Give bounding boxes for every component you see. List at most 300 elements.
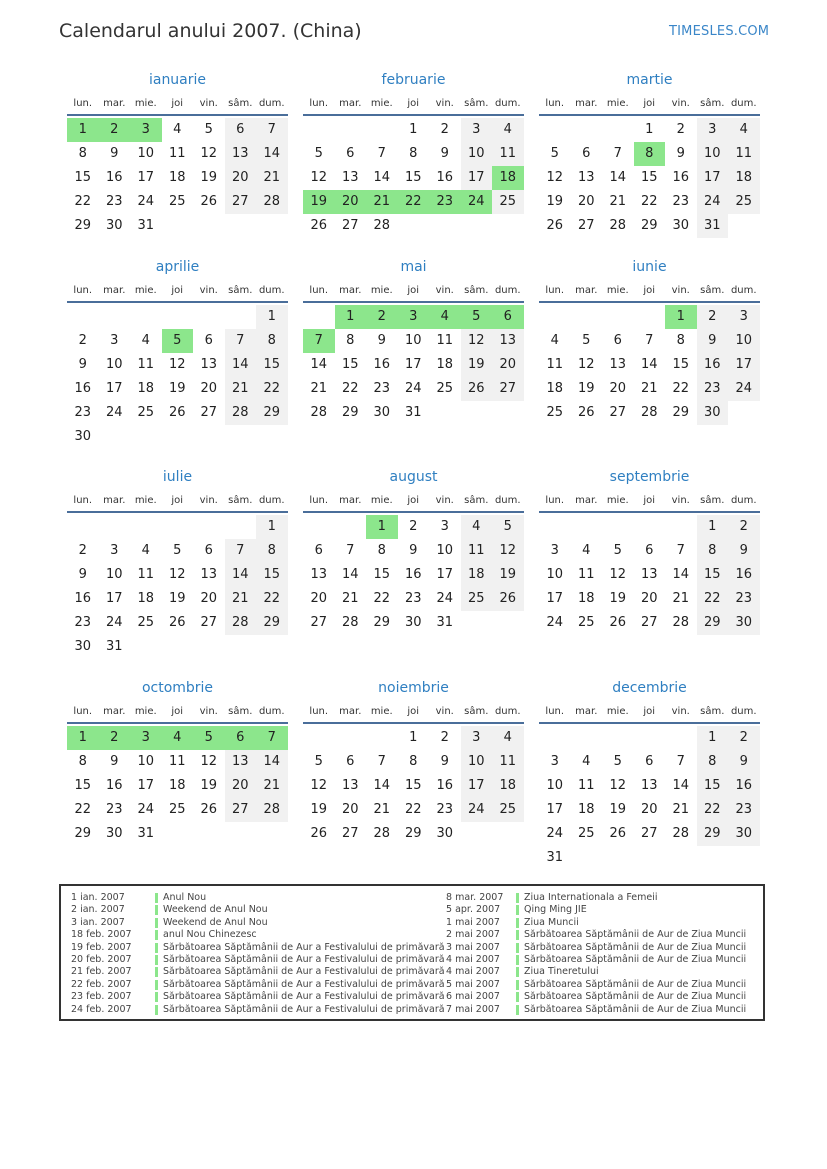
day-cell: 8 xyxy=(409,146,418,161)
day-cell: 3 xyxy=(440,519,449,534)
day-cell: 7 xyxy=(225,329,257,353)
day-cell: 8 xyxy=(697,750,729,774)
holiday-marker xyxy=(516,918,519,928)
day-cell: 24 xyxy=(461,798,493,822)
day-cell: 8 xyxy=(346,333,355,348)
day-cell: 5 xyxy=(314,146,323,161)
day-cell: 9 xyxy=(697,329,729,353)
weekday-label: mar. xyxy=(575,495,598,506)
day-cell: 29 xyxy=(672,405,690,420)
day-cell: 2 xyxy=(676,122,685,137)
day-cell: 18 xyxy=(492,774,524,798)
day-cell: 11 xyxy=(577,567,595,582)
day-cell: 14 xyxy=(225,563,257,587)
day-cell: 25 xyxy=(492,190,524,214)
day-cell: 29 xyxy=(74,826,92,841)
day-cell: 23 xyxy=(105,802,123,817)
day-cell: 9 xyxy=(78,357,87,372)
weekday-label: dum. xyxy=(730,285,757,296)
day-cell: 13 xyxy=(640,778,658,793)
day-cell: 12 xyxy=(168,357,186,372)
day-cell: 24 xyxy=(105,405,123,420)
day-cell: 2 xyxy=(99,118,131,142)
holiday-marker xyxy=(155,992,158,1002)
weekday-label: mar. xyxy=(103,495,126,506)
day-cell: 16 xyxy=(74,381,92,396)
day-cell: 9 xyxy=(728,539,760,563)
day-cell: 27 xyxy=(640,826,658,841)
day-cell: 19 xyxy=(168,381,186,396)
day-cell: 11 xyxy=(168,146,186,161)
day-cell: 23 xyxy=(728,587,760,611)
weekday-label: joi xyxy=(643,98,656,109)
day-cell: 8 xyxy=(676,333,685,348)
day-cell: 27 xyxy=(640,615,658,630)
day-cell: 12 xyxy=(200,754,218,769)
day-cell: 23 xyxy=(74,405,92,420)
day-cell: 11 xyxy=(492,142,524,166)
day-cell: 20 xyxy=(341,802,359,817)
day-cell: 16 xyxy=(373,357,391,372)
day-cell: 14 xyxy=(256,750,288,774)
day-cell: 20 xyxy=(609,381,627,396)
legend-holiday-name: Sărbătoarea Săptămânii de Aur a Festivalului de primăvară xyxy=(163,991,445,1003)
day-cell: 12 xyxy=(200,146,218,161)
day-cell: 27 xyxy=(492,377,524,401)
legend-holiday-name: Anul Nou xyxy=(163,892,207,903)
month-name: iulie xyxy=(162,469,193,485)
day-cell: 4 xyxy=(141,333,150,348)
day-cell: 5 xyxy=(162,329,194,353)
day-cell: 4 xyxy=(582,543,591,558)
day-cell: 11 xyxy=(168,754,186,769)
day-cell: 9 xyxy=(440,754,449,769)
day-cell: 8 xyxy=(377,543,386,558)
day-cell: 10 xyxy=(404,333,422,348)
day-cell: 1 xyxy=(697,726,729,750)
month-name: noiembrie xyxy=(378,680,449,696)
weekday-label: joi xyxy=(407,98,420,109)
day-cell: 21 xyxy=(672,802,690,817)
day-cell: 30 xyxy=(105,826,123,841)
day-cell: 4 xyxy=(492,726,524,750)
day-cell: 18 xyxy=(728,166,760,190)
day-cell: 18 xyxy=(492,166,524,190)
weekday-label: mie. xyxy=(370,706,393,717)
day-cell: 6 xyxy=(225,726,257,750)
month-name: februarie xyxy=(381,72,446,88)
day-cell: 13 xyxy=(200,567,218,582)
day-cell: 15 xyxy=(640,170,658,185)
day-cell: 4 xyxy=(582,754,591,769)
weekday-label: joi xyxy=(643,706,656,717)
day-cell: 14 xyxy=(310,357,328,372)
day-cell: 7 xyxy=(225,539,257,563)
day-cell: 24 xyxy=(546,615,564,630)
day-cell: 24 xyxy=(697,190,729,214)
day-cell: 31 xyxy=(436,615,454,630)
day-cell: 9 xyxy=(377,333,386,348)
weekday-label: vin. xyxy=(435,98,454,109)
day-cell: 23 xyxy=(672,194,690,209)
day-cell: 26 xyxy=(310,218,328,233)
weekday-label: mie. xyxy=(134,285,157,296)
day-cell: 15 xyxy=(672,357,690,372)
legend-date: 7 mai 2007 xyxy=(446,1003,500,1015)
weekday-label: lun. xyxy=(309,706,329,717)
day-cell: 21 xyxy=(366,190,398,214)
day-cell: 3 xyxy=(728,305,760,329)
weekday-label: dum. xyxy=(494,495,521,506)
weekday-label: vin. xyxy=(671,98,690,109)
day-cell: 8 xyxy=(697,539,729,563)
day-cell: 20 xyxy=(335,190,367,214)
legend-date: 3 ian. 2007 xyxy=(71,916,125,928)
day-cell: 24 xyxy=(404,381,422,396)
weekday-label: mar. xyxy=(339,285,362,296)
day-cell: 23 xyxy=(697,377,729,401)
weekday-label: lun. xyxy=(73,706,93,717)
weekday-label: lun. xyxy=(545,495,565,506)
legend-date: 4 mai 2007 xyxy=(446,966,500,978)
day-cell: 19 xyxy=(492,563,524,587)
weekday-label: mie. xyxy=(370,495,393,506)
day-cell: 28 xyxy=(672,826,690,841)
day-cell: 3 xyxy=(697,118,729,142)
legend-holiday-name: Weekend de Anul Nou xyxy=(163,916,268,928)
legend-holiday-name: Sărbătoarea Săptămânii de Aur a Festivalului de primăvară xyxy=(163,966,445,978)
holiday-marker xyxy=(516,1005,519,1015)
day-cell: 14 xyxy=(373,778,391,793)
day-cell: 10 xyxy=(436,543,454,558)
day-cell: 14 xyxy=(373,170,391,185)
day-cell: 11 xyxy=(137,567,155,582)
day-cell: 17 xyxy=(697,166,729,190)
day-cell: 11 xyxy=(492,750,524,774)
day-cell: 24 xyxy=(137,194,155,209)
day-cell: 2 xyxy=(99,726,131,750)
day-cell: 28 xyxy=(256,798,288,822)
weekday-label: sâm. xyxy=(464,98,489,109)
day-cell: 21 xyxy=(373,802,391,817)
day-cell: 30 xyxy=(672,218,690,233)
month-divider xyxy=(303,511,524,513)
day-cell: 28 xyxy=(672,615,690,630)
day-cell: 22 xyxy=(256,377,288,401)
holiday-marker xyxy=(516,980,519,990)
month-divider xyxy=(67,722,288,724)
day-cell: 1 xyxy=(256,515,288,539)
day-cell: 22 xyxy=(256,587,288,611)
day-cell: 18 xyxy=(137,381,155,396)
day-cell: 25 xyxy=(436,381,454,396)
day-cell: 5 xyxy=(550,146,559,161)
day-cell: 7 xyxy=(645,333,654,348)
day-cell: 17 xyxy=(461,774,493,798)
day-cell: 16 xyxy=(697,353,729,377)
day-cell: 21 xyxy=(225,377,257,401)
day-cell: 19 xyxy=(609,591,627,606)
weekday-label: vin. xyxy=(199,706,218,717)
day-cell: 5 xyxy=(613,543,622,558)
day-cell: 27 xyxy=(577,218,595,233)
day-cell: 10 xyxy=(697,142,729,166)
month-name: decembrie xyxy=(612,680,687,696)
day-cell: 10 xyxy=(546,778,564,793)
day-cell: 21 xyxy=(672,591,690,606)
day-cell: 27 xyxy=(225,190,257,214)
day-cell: 30 xyxy=(74,639,92,654)
day-cell: 11 xyxy=(436,333,454,348)
day-cell: 2 xyxy=(409,519,418,534)
month-name: martie xyxy=(626,72,673,88)
day-cell: 19 xyxy=(200,778,218,793)
weekday-label: mar. xyxy=(339,706,362,717)
holiday-legend xyxy=(59,884,765,1021)
holiday-marker xyxy=(516,955,519,965)
day-cell: 20 xyxy=(310,591,328,606)
day-cell: 2 xyxy=(728,726,760,750)
day-cell: 27 xyxy=(609,405,627,420)
day-cell: 3 xyxy=(550,754,559,769)
day-cell: 10 xyxy=(461,142,493,166)
day-cell: 20 xyxy=(640,591,658,606)
month-august xyxy=(303,469,524,669)
day-cell: 9 xyxy=(440,146,449,161)
day-cell: 29 xyxy=(74,218,92,233)
day-cell: 26 xyxy=(168,405,186,420)
day-cell: 1 xyxy=(335,305,367,329)
day-cell: 10 xyxy=(137,754,155,769)
day-cell: 9 xyxy=(676,146,685,161)
weekday-label: joi xyxy=(643,285,656,296)
day-cell: 28 xyxy=(341,615,359,630)
weekday-label: sâm. xyxy=(228,98,253,109)
month-divider xyxy=(303,114,524,116)
day-cell: 14 xyxy=(640,357,658,372)
day-cell: 13 xyxy=(225,750,257,774)
weekday-label: joi xyxy=(643,495,656,506)
day-cell: 3 xyxy=(110,543,119,558)
day-cell: 21 xyxy=(310,381,328,396)
day-cell: 6 xyxy=(582,146,591,161)
day-cell: 14 xyxy=(256,142,288,166)
day-cell: 5 xyxy=(173,543,182,558)
weekday-label: mie. xyxy=(134,98,157,109)
day-cell: 8 xyxy=(78,146,87,161)
weekday-label: sâm. xyxy=(464,285,489,296)
day-cell: 27 xyxy=(200,615,218,630)
day-cell: 24 xyxy=(546,826,564,841)
day-cell: 4 xyxy=(173,122,182,137)
weekday-label: dum. xyxy=(494,285,521,296)
day-cell: 28 xyxy=(373,826,391,841)
holiday-marker xyxy=(155,918,158,928)
holiday-marker xyxy=(155,905,158,915)
weekday-label: mie. xyxy=(606,706,629,717)
day-cell: 12 xyxy=(168,567,186,582)
day-cell: 13 xyxy=(492,329,524,353)
weekday-label: lun. xyxy=(73,98,93,109)
day-cell: 29 xyxy=(341,405,359,420)
day-cell: 17 xyxy=(461,166,493,190)
day-cell: 12 xyxy=(546,170,564,185)
day-cell: 22 xyxy=(74,802,92,817)
weekday-label: dum. xyxy=(494,98,521,109)
month-divider xyxy=(67,511,288,513)
day-cell: 3 xyxy=(461,726,493,750)
weekday-label: mie. xyxy=(134,706,157,717)
day-cell: 28 xyxy=(225,611,257,635)
holiday-marker xyxy=(155,893,158,903)
holiday-marker xyxy=(516,943,519,953)
day-cell: 27 xyxy=(341,826,359,841)
weekday-label: lun. xyxy=(73,285,93,296)
day-cell: 24 xyxy=(728,377,760,401)
weekday-label: mie. xyxy=(606,98,629,109)
day-cell: 20 xyxy=(225,166,257,190)
weekday-label: dum. xyxy=(730,706,757,717)
legend-date: 19 feb. 2007 xyxy=(71,941,132,953)
weekday-label: joi xyxy=(171,706,184,717)
page-title: Calendarul anului 2007. (China) xyxy=(59,20,362,42)
day-cell: 19 xyxy=(310,802,328,817)
month-divider xyxy=(303,301,524,303)
legend-holiday-name: Sărbătoarea Săptămânii de Aur de Ziua Muncii xyxy=(524,929,747,941)
day-cell: 15 xyxy=(256,353,288,377)
day-cell: 13 xyxy=(341,778,359,793)
legend-holiday-name: Sărbătoarea Săptămânii de Aur a Festivalului de primăvară xyxy=(163,1003,445,1015)
day-cell: 7 xyxy=(676,543,685,558)
legend-date: 8 mar. 2007 xyxy=(446,892,504,903)
month-divider xyxy=(539,511,760,513)
day-cell: 25 xyxy=(546,405,564,420)
day-cell: 12 xyxy=(609,567,627,582)
holiday-marker xyxy=(155,930,158,940)
day-cell: 11 xyxy=(137,357,155,372)
day-cell: 26 xyxy=(492,587,524,611)
day-cell: 23 xyxy=(404,591,422,606)
day-cell: 3 xyxy=(461,118,493,142)
month-ianuarie xyxy=(67,72,288,272)
weekday-label: lun. xyxy=(309,285,329,296)
month-februarie xyxy=(303,72,524,272)
day-cell: 27 xyxy=(310,615,328,630)
day-cell: 16 xyxy=(728,563,760,587)
month-name: septembrie xyxy=(609,469,690,485)
weekday-label: dum. xyxy=(258,285,285,296)
day-cell: 1 xyxy=(366,515,398,539)
day-cell: 15 xyxy=(404,170,422,185)
day-cell: 30 xyxy=(436,826,454,841)
month-divider xyxy=(539,301,760,303)
weekday-label: mar. xyxy=(339,495,362,506)
day-cell: 23 xyxy=(429,190,461,214)
weekday-label: vin. xyxy=(671,706,690,717)
day-cell: 22 xyxy=(640,194,658,209)
weekday-label: joi xyxy=(407,706,420,717)
month-decembrie xyxy=(539,680,760,880)
day-cell: 3 xyxy=(130,726,162,750)
legend-date: 2 mai 2007 xyxy=(446,929,500,941)
day-cell: 17 xyxy=(105,591,123,606)
day-cell: 20 xyxy=(225,774,257,798)
month-iunie xyxy=(539,259,760,459)
day-cell: 11 xyxy=(546,357,564,372)
day-cell: 16 xyxy=(728,774,760,798)
weekday-label: dum. xyxy=(258,706,285,717)
legend-date: 1 ian. 2007 xyxy=(71,892,125,903)
day-cell: 15 xyxy=(74,778,92,793)
brand-link[interactable]: TIMESLES.COM xyxy=(669,24,770,39)
holiday-marker xyxy=(155,955,158,965)
day-cell: 6 xyxy=(346,754,355,769)
month-name: iunie xyxy=(632,259,667,275)
day-cell: 12 xyxy=(492,539,524,563)
day-cell: 6 xyxy=(645,754,654,769)
day-cell: 6 xyxy=(204,333,213,348)
day-cell: 4 xyxy=(141,543,150,558)
legend-holiday-name: Qing Ming JIE xyxy=(524,904,587,916)
weekday-label: joi xyxy=(171,285,184,296)
legend-date: 20 feb. 2007 xyxy=(71,954,132,965)
day-cell: 20 xyxy=(577,194,595,209)
day-cell: 8 xyxy=(256,539,288,563)
weekday-label: lun. xyxy=(545,706,565,717)
day-cell: 9 xyxy=(110,754,119,769)
weekday-label: dum. xyxy=(258,98,285,109)
day-cell: 30 xyxy=(373,405,391,420)
day-cell: 10 xyxy=(461,750,493,774)
day-cell: 15 xyxy=(256,563,288,587)
day-cell: 20 xyxy=(640,802,658,817)
day-cell: 15 xyxy=(404,778,422,793)
day-cell: 1 xyxy=(67,726,99,750)
holiday-marker xyxy=(516,893,519,903)
legend-holiday-name: Sărbătoarea Săptămânii de Aur a Festivalului de primăvară xyxy=(163,978,445,990)
day-cell: 3 xyxy=(398,305,430,329)
day-cell: 26 xyxy=(577,405,595,420)
legend-date: 24 feb. 2007 xyxy=(71,1003,132,1015)
legend-holiday-name: Sărbătoarea Săptămânii de Aur de Ziua Muncii xyxy=(524,991,747,1003)
legend-date: 3 mai 2007 xyxy=(446,941,500,953)
day-cell: 15 xyxy=(373,567,391,582)
day-cell: 14 xyxy=(225,353,257,377)
day-cell: 28 xyxy=(225,401,257,425)
day-cell: 22 xyxy=(697,587,729,611)
day-cell: 17 xyxy=(137,778,155,793)
weekday-label: mie. xyxy=(134,495,157,506)
day-cell: 29 xyxy=(373,615,391,630)
day-cell: 27 xyxy=(341,218,359,233)
day-cell: 6 xyxy=(225,118,257,142)
day-cell: 19 xyxy=(577,381,595,396)
weekday-label: vin. xyxy=(435,706,454,717)
weekday-label: sâm. xyxy=(464,495,489,506)
day-cell: 2 xyxy=(728,515,760,539)
day-cell: 22 xyxy=(672,381,690,396)
day-cell: 24 xyxy=(461,190,493,214)
day-cell: 1 xyxy=(645,122,654,137)
day-cell: 20 xyxy=(492,353,524,377)
day-cell: 13 xyxy=(577,170,595,185)
day-cell: 31 xyxy=(404,405,422,420)
day-cell: 19 xyxy=(546,194,564,209)
weekday-label: lun. xyxy=(309,495,329,506)
legend-date: 2 ian. 2007 xyxy=(71,904,125,916)
day-cell: 19 xyxy=(200,170,218,185)
day-cell: 25 xyxy=(461,587,493,611)
